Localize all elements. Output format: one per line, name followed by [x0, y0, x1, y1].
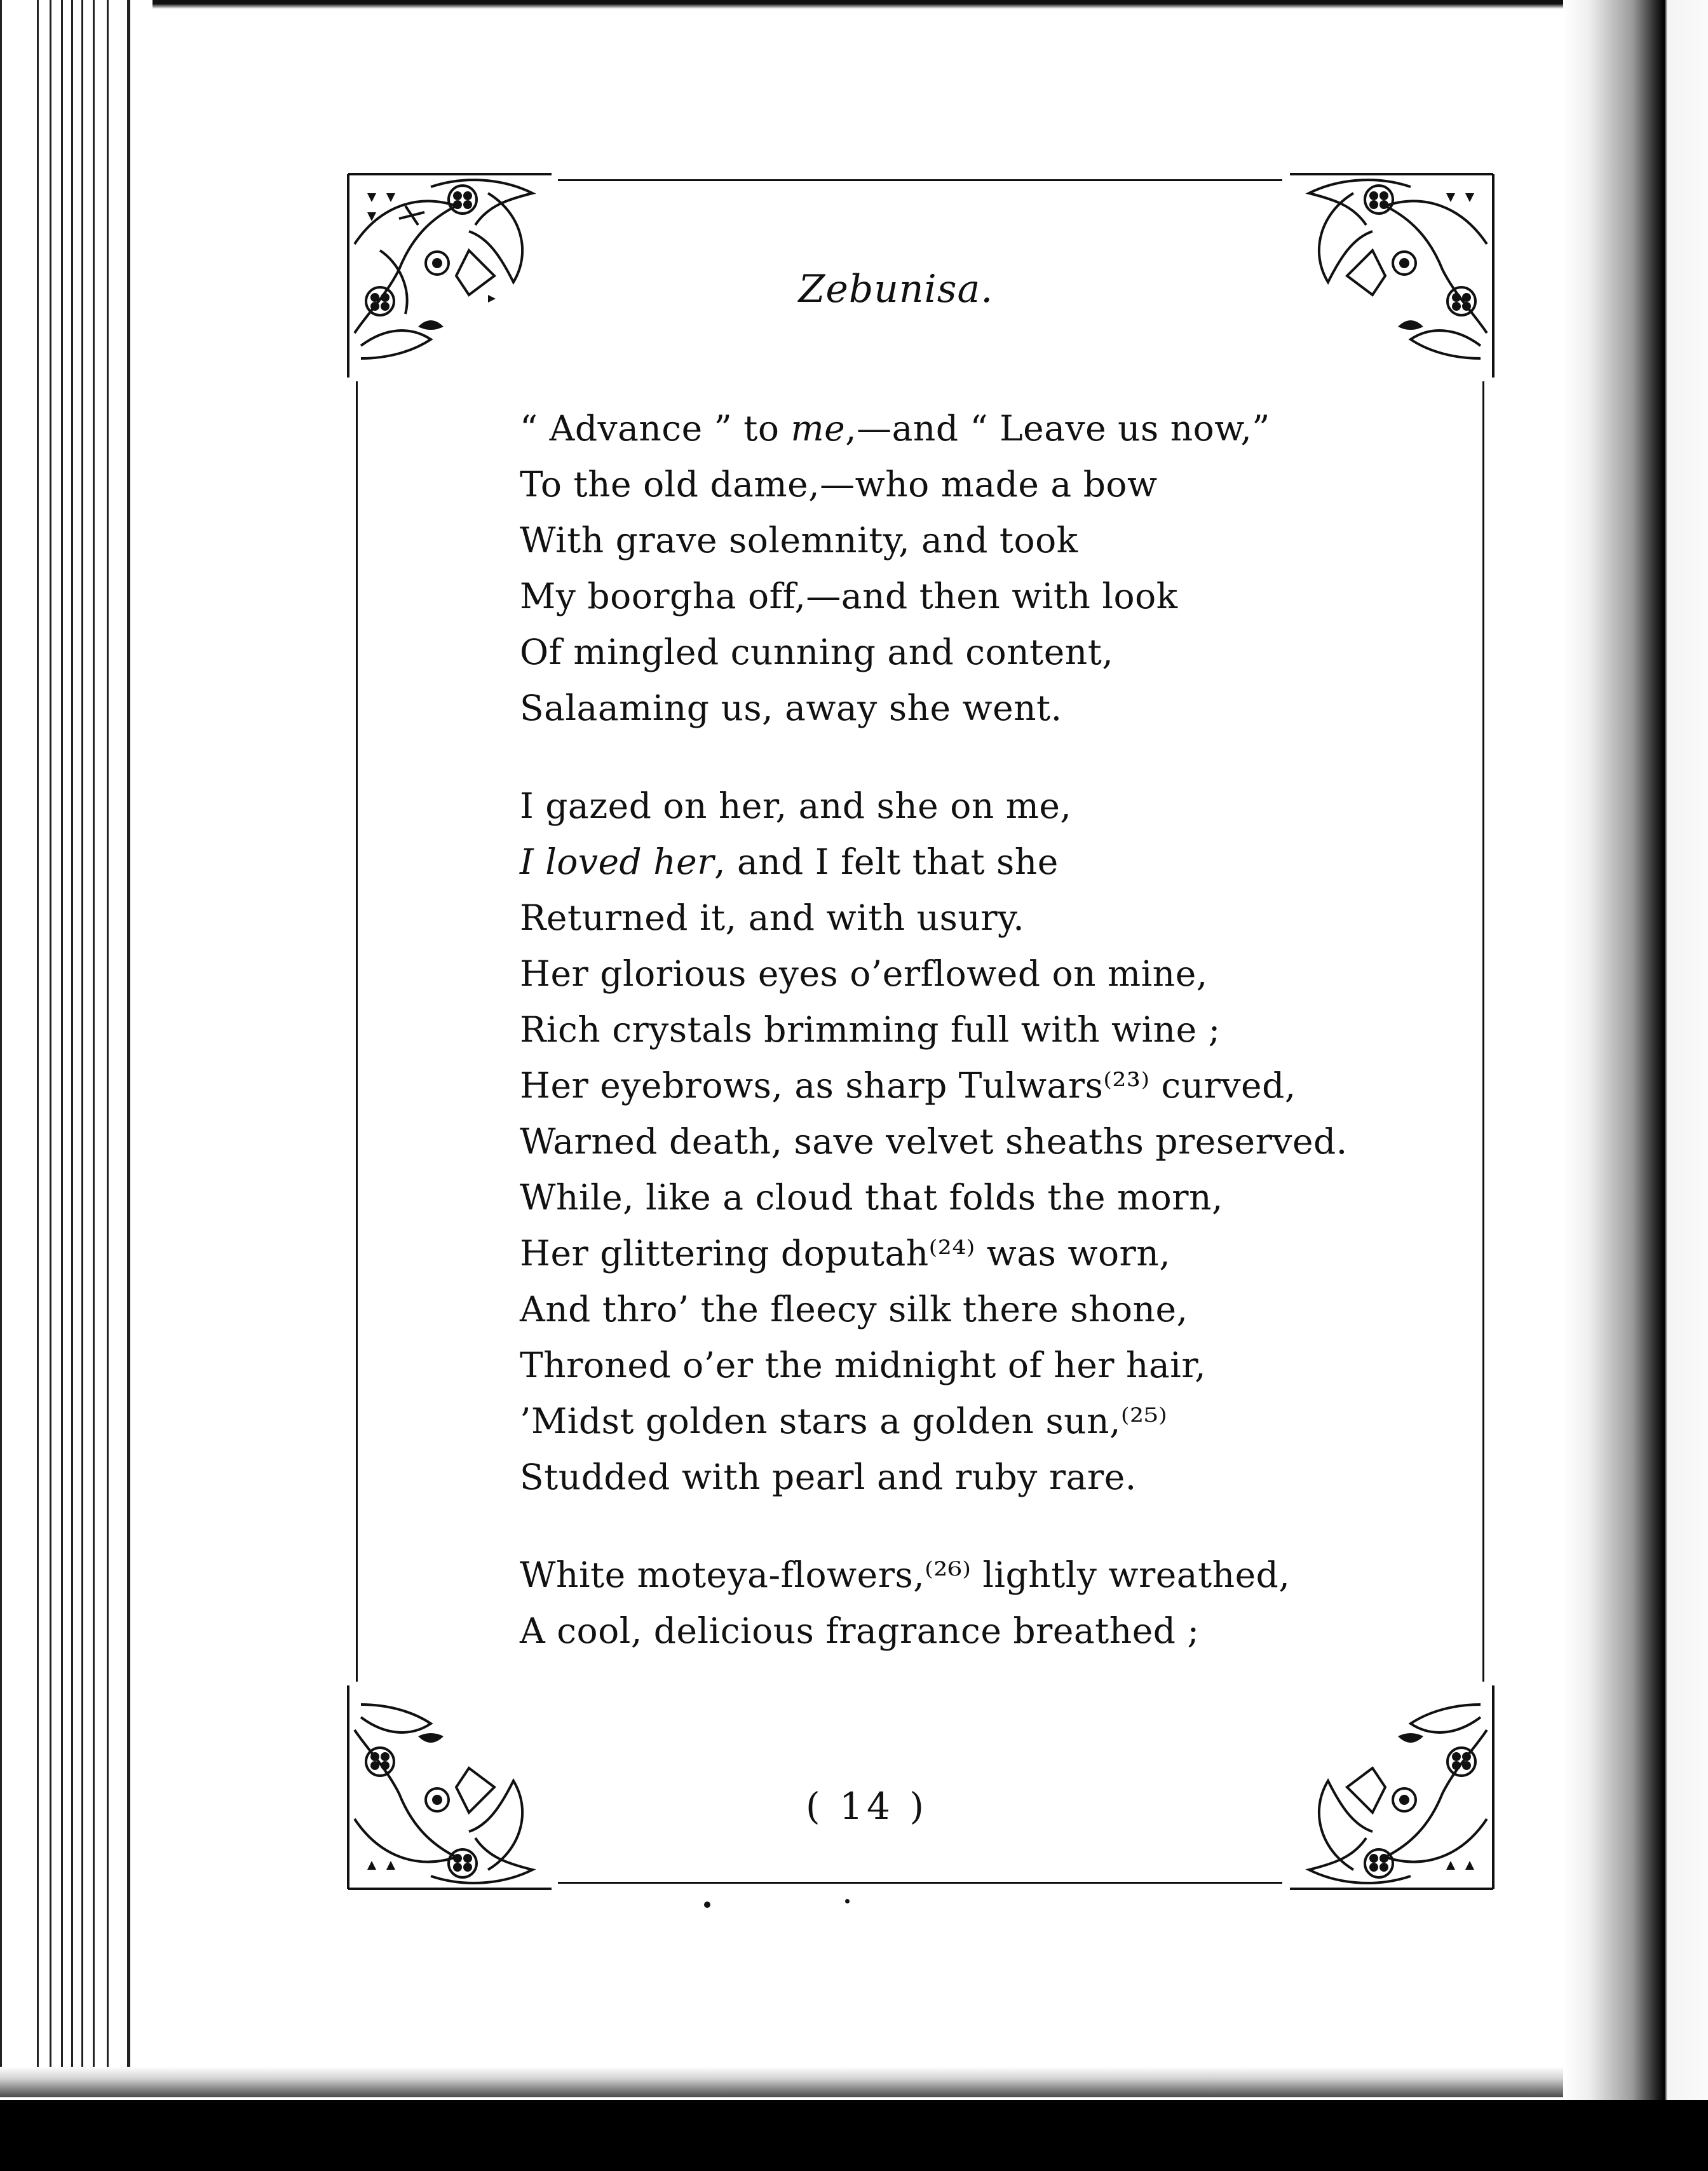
poem-line: I gazed on her, and she on me, [520, 786, 1072, 826]
stanza [520, 400, 1314, 736]
scan-bottom-band [0, 2100, 1708, 2171]
floral-corner-icon [342, 168, 558, 384]
page-number: ( 14 ) [806, 1785, 928, 1828]
poem-line: Salaaming us, away she went. [520, 688, 1062, 728]
poem-line: Studded with pearl and ruby rare. [520, 1457, 1137, 1497]
frame-left-rule [356, 381, 358, 1682]
book-gutter-shadow [1563, 0, 1708, 2171]
floral-corner-icon [1284, 168, 1500, 384]
poem-line: Rich crystals brimming full with wine ; [520, 1009, 1221, 1050]
poem-line: A cool, delicious fragrance breathed ; [520, 1610, 1200, 1651]
poem-line: I loved her, and I felt that she [520, 841, 1059, 882]
poem-line: Her glorious eyes o’erflowed on mine, [520, 953, 1208, 994]
stanza [520, 1547, 1314, 1659]
poem-line: With grave solemnity, and took [520, 520, 1078, 561]
poem-line: Warned death, save velvet sheaths preserved. [520, 1121, 1348, 1162]
print-speck [704, 1902, 710, 1908]
poem-line: My boorgha off,—and then with look [520, 576, 1178, 616]
poem-line: Of mingled cunning and content, [520, 632, 1114, 672]
frame-bottom-rule [558, 1882, 1282, 1884]
frame-top-rule [558, 179, 1282, 181]
poem-line: To the old dame,—who made a bow [520, 464, 1158, 505]
poem-line: Returned it, and with usury. [520, 897, 1025, 938]
poem-line: ’Midst golden stars a golden sun,⁽²⁵⁾ [520, 1401, 1168, 1441]
page-bottom-edge [0, 2067, 1563, 2097]
poem-line: While, like a cloud that folds the morn, [520, 1177, 1223, 1218]
running-title: Zebunisa. [798, 267, 994, 311]
frame-right-rule [1482, 381, 1484, 1682]
print-speck [845, 1899, 850, 1903]
poem-line: Her eyebrows, as sharp Tulwars⁽²³⁾ curved, [520, 1065, 1296, 1106]
floral-corner-icon [342, 1679, 558, 1895]
poem-line: “ Advance ” to me,—and “ Leave us now,” [520, 408, 1270, 449]
poem-line: Throned o’er the midnight of her hair, [520, 1345, 1207, 1385]
stanza [520, 778, 1348, 1505]
poem-line: Her glittering doputah⁽²⁴⁾ was worn, [520, 1233, 1171, 1274]
stacked-page-edges-left [0, 0, 137, 2097]
poem-body [520, 400, 1348, 1659]
scan-top-edge [152, 0, 1614, 9]
floral-corner-icon [1284, 1679, 1500, 1895]
poem-line: And thro’ the fleecy silk there shone, [520, 1289, 1188, 1330]
poem-line: White moteya-flowers,⁽²⁶⁾ lightly wreathed, [520, 1555, 1291, 1595]
